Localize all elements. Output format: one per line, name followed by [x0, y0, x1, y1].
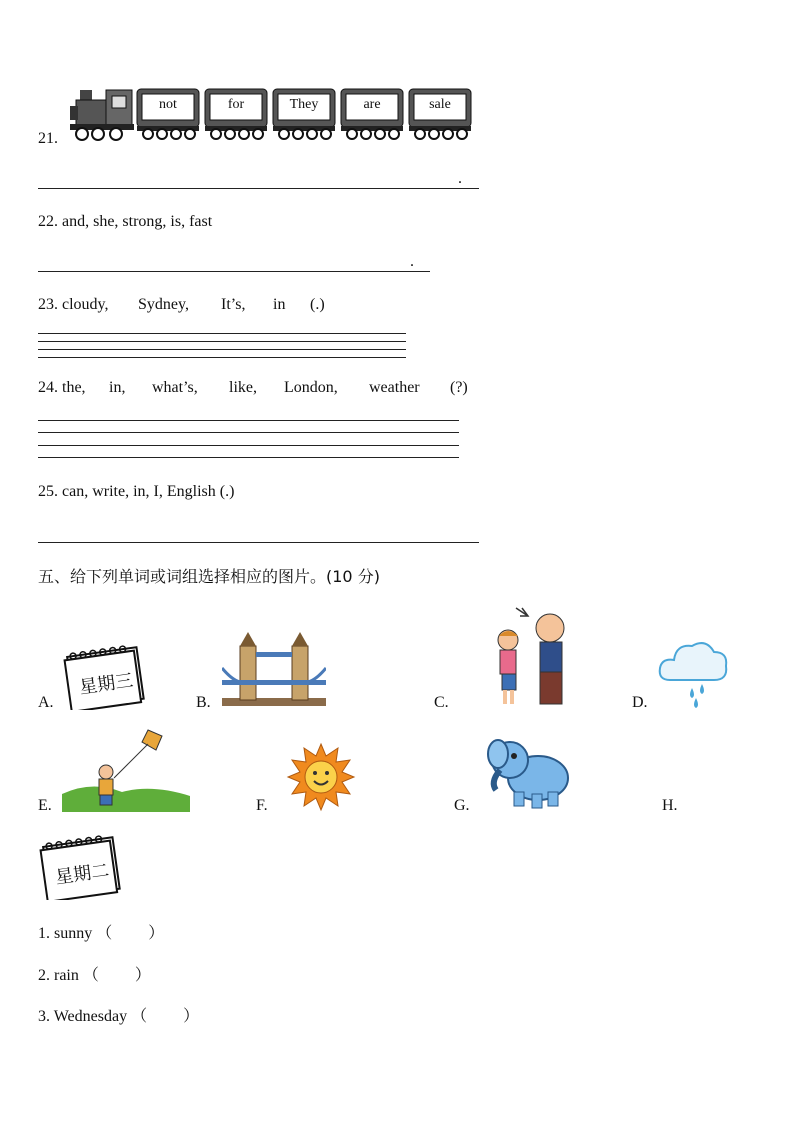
question-24-word: the, [62, 379, 86, 396]
question-24-word: what’s, [152, 379, 198, 396]
locomotive-icon [66, 86, 138, 144]
train-car-word: are [363, 97, 381, 112]
answer-line-23[interactable] [38, 349, 406, 350]
answer-line-24[interactable] [38, 420, 459, 421]
question-22-number: 22. [38, 213, 58, 230]
train-car-word: for [227, 97, 245, 112]
train-car [272, 88, 336, 128]
answer-line-24[interactable] [38, 432, 459, 433]
boy-flying-kite-icon [62, 726, 190, 812]
section-5-heading: 五、给下列单词或词组选择相应的图片。(10 分) [38, 567, 380, 586]
question-23-word: in [273, 296, 286, 313]
option-label-c: C. [434, 694, 449, 711]
answer-item-2[interactable]: 2. rain （ ） [38, 967, 151, 984]
answer-line-24[interactable] [38, 445, 459, 446]
question-24-word: (?) [450, 379, 468, 396]
end-mark-22: . [410, 253, 414, 270]
option-label-e: E. [38, 797, 52, 814]
question-23-number: 23. [38, 296, 58, 313]
train-car [408, 88, 472, 128]
calendar-tuesday-icon [38, 830, 122, 900]
option-label-f: F. [256, 797, 268, 814]
answer-item-1[interactable]: 1. sunny （ ） [38, 925, 165, 942]
answer-line-22[interactable] [38, 271, 430, 272]
question-23-word: (.) [310, 296, 325, 313]
elephant-icon [484, 730, 574, 812]
answer-line-21[interactable] [38, 188, 479, 189]
option-label-h: H. [662, 797, 678, 814]
answer-line-23[interactable] [38, 357, 406, 358]
train-car [136, 88, 200, 128]
option-label-d: D. [632, 694, 648, 711]
end-mark-21: . [458, 170, 462, 187]
answer-item-3[interactable]: 3. Wednesday （ ） [38, 1008, 200, 1025]
question-24-word: like, [229, 379, 257, 396]
answer-line-23[interactable] [38, 341, 406, 342]
boy-and-grandpa-icon [494, 604, 578, 710]
question-24-word: in, [109, 379, 126, 396]
train-car-word: not [159, 97, 177, 112]
question-25-number: 25. [38, 483, 58, 500]
train-car [204, 88, 268, 128]
question-23-word: Sydney, [138, 296, 189, 313]
question-21-number: 21. [38, 130, 58, 147]
sun-icon [286, 742, 356, 812]
question-25-words: can, write, in, I, English (.) [62, 483, 235, 500]
train-car-word: sale [429, 97, 451, 112]
question-22-words: and, she, strong, is, fast [62, 213, 213, 230]
calendar-h-text: 星期二 [54, 860, 111, 889]
train-car-word: They [289, 97, 319, 112]
answer-line-24[interactable] [38, 457, 459, 458]
answer-line-23[interactable] [38, 333, 406, 334]
question-24-number: 24. [38, 379, 58, 396]
calendar-a-text: 星期三 [78, 670, 135, 699]
question-24-word: weather [369, 379, 420, 396]
calendar-wednesday-icon [62, 640, 146, 710]
question-23-word: It’s, [221, 296, 246, 313]
option-label-g: G. [454, 797, 470, 814]
question-23-word: cloudy, [62, 296, 109, 313]
option-label-b: B. [196, 694, 211, 711]
tower-bridge-icon [222, 628, 326, 708]
question-24-word: London, [284, 379, 338, 396]
answer-line-25[interactable] [38, 542, 479, 543]
train-car [340, 88, 404, 128]
option-label-a: A. [38, 694, 54, 711]
rain-cloud-icon [656, 634, 730, 710]
